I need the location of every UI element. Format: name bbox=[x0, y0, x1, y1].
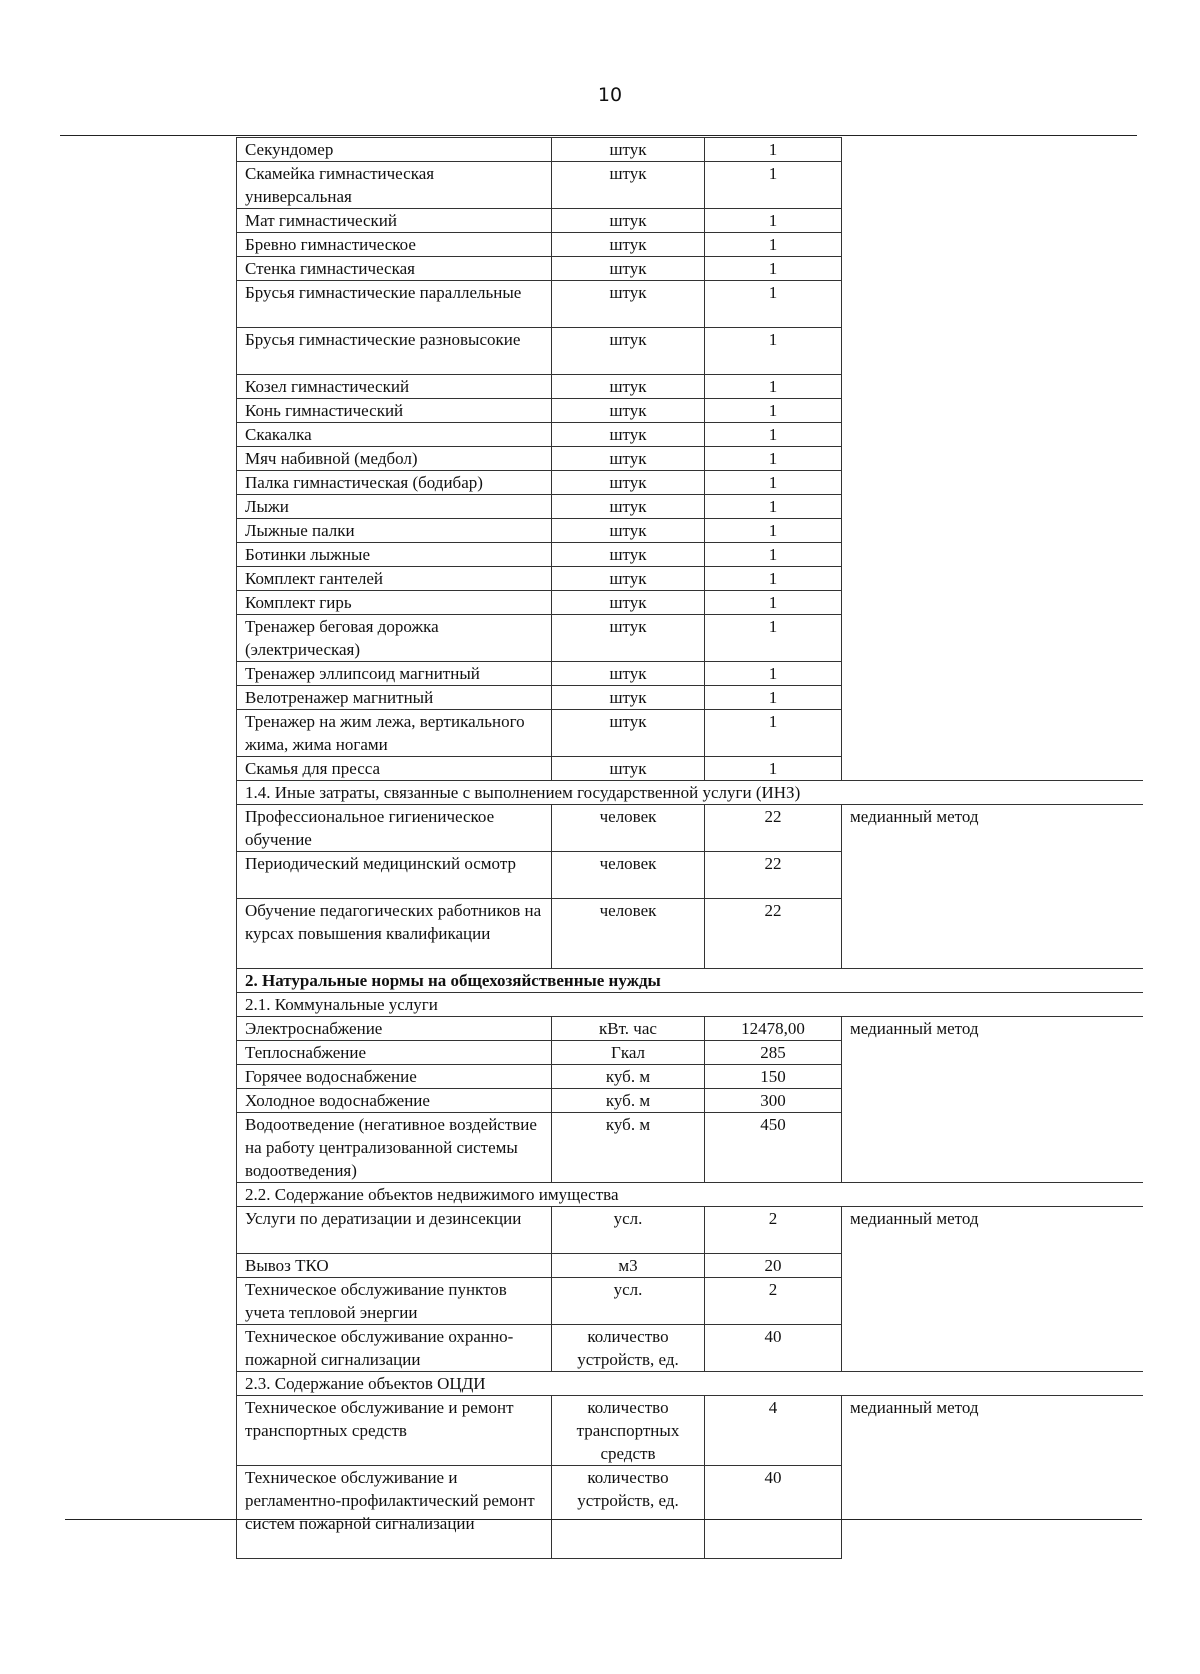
quantity-cell: 22 bbox=[705, 899, 842, 969]
table-row bbox=[237, 1089, 1143, 1113]
item-name-cell: Обучение педагогических работников на курсах повышения квалификации bbox=[237, 899, 552, 969]
item-name-cell: Вывоз ТКО bbox=[237, 1254, 552, 1278]
method-cell bbox=[842, 1466, 1143, 1559]
quantity-cell: 1 bbox=[705, 567, 842, 591]
unit-cell: количество транспортных средств bbox=[552, 1396, 705, 1466]
quantity-cell: 300 bbox=[705, 1089, 842, 1113]
table-row bbox=[237, 328, 1143, 375]
quantity-cell: 1 bbox=[705, 328, 842, 375]
method-cell: медианный метод bbox=[842, 1396, 1143, 1466]
item-name-cell: Мяч набивной (медбол) bbox=[237, 447, 552, 471]
table-row bbox=[237, 471, 1143, 495]
unit-cell: человек bbox=[552, 852, 705, 899]
item-name-cell: Лыжи bbox=[237, 495, 552, 519]
quantity-cell: 1 bbox=[705, 710, 842, 757]
unit-cell: штук bbox=[552, 662, 705, 686]
method-cell bbox=[842, 1065, 1143, 1089]
method-cell bbox=[842, 1278, 1143, 1325]
item-name-cell: Периодический медицинский осмотр bbox=[237, 852, 552, 899]
unit-cell: штук bbox=[552, 615, 705, 662]
unit-cell: человек bbox=[552, 899, 705, 969]
table-row bbox=[237, 399, 1143, 423]
unit-cell: штук bbox=[552, 209, 705, 233]
quantity-cell: 1 bbox=[705, 138, 842, 162]
unit-cell: штук bbox=[552, 257, 705, 281]
unit-cell: штук bbox=[552, 710, 705, 757]
unit-cell: штук bbox=[552, 162, 705, 209]
quantity-cell: 1 bbox=[705, 257, 842, 281]
unit-cell: штук bbox=[552, 447, 705, 471]
item-name-cell: Скакалка bbox=[237, 423, 552, 447]
unit-cell: штук bbox=[552, 495, 705, 519]
item-name-cell: Электроснабжение bbox=[237, 1017, 552, 1041]
quantity-cell: 1 bbox=[705, 399, 842, 423]
unit-cell: штук bbox=[552, 757, 705, 781]
quantity-cell: 1 bbox=[705, 447, 842, 471]
method-cell bbox=[842, 328, 1143, 375]
table-row bbox=[237, 495, 1143, 519]
unit-cell: штук bbox=[552, 567, 705, 591]
table-row bbox=[237, 1207, 1143, 1254]
method-cell bbox=[842, 447, 1143, 471]
item-name-cell: Брусья гимнастические разновысокие bbox=[237, 328, 552, 375]
quantity-cell: 12478,00 bbox=[705, 1017, 842, 1041]
unit-cell: Гкал bbox=[552, 1041, 705, 1065]
section-header-row bbox=[237, 1183, 1143, 1207]
method-cell bbox=[842, 852, 1143, 899]
quantity-cell: 1 bbox=[705, 471, 842, 495]
quantity-cell: 40 bbox=[705, 1466, 842, 1559]
unit-cell: штук bbox=[552, 399, 705, 423]
quantity-cell: 1 bbox=[705, 662, 842, 686]
quantity-cell: 150 bbox=[705, 1065, 842, 1089]
section-title: 2.3. Содержание объектов ОЦДИ bbox=[237, 1372, 1143, 1396]
table-row bbox=[237, 615, 1143, 662]
unit-cell: усл. bbox=[552, 1278, 705, 1325]
method-cell bbox=[842, 233, 1143, 257]
method-cell: медианный метод bbox=[842, 805, 1143, 852]
unit-cell: штук bbox=[552, 519, 705, 543]
table-row bbox=[237, 519, 1143, 543]
method-cell bbox=[842, 1325, 1143, 1372]
method-cell bbox=[842, 710, 1143, 757]
table-row bbox=[237, 162, 1143, 209]
item-name-cell: Теплоснабжение bbox=[237, 1041, 552, 1065]
unit-cell: человек bbox=[552, 805, 705, 852]
quantity-cell: 2 bbox=[705, 1278, 842, 1325]
method-cell bbox=[842, 162, 1143, 209]
item-name-cell: Техническое обслуживание охранно-пожарной сигнализации bbox=[237, 1325, 552, 1372]
section-title: 1.4. Иные затраты, связанные с выполнением государственной услуги (ИНЗ) bbox=[237, 781, 1143, 805]
method-cell bbox=[842, 615, 1143, 662]
quantity-cell: 1 bbox=[705, 591, 842, 615]
quantity-cell: 1 bbox=[705, 423, 842, 447]
table-row bbox=[237, 543, 1143, 567]
method-cell bbox=[842, 757, 1143, 781]
method-cell bbox=[842, 543, 1143, 567]
method-cell: медианный метод bbox=[842, 1017, 1143, 1041]
method-cell bbox=[842, 567, 1143, 591]
method-cell bbox=[842, 399, 1143, 423]
table-row bbox=[237, 1325, 1143, 1372]
item-name-cell: Ботинки лыжные bbox=[237, 543, 552, 567]
table-row bbox=[237, 757, 1143, 781]
quantity-cell: 285 bbox=[705, 1041, 842, 1065]
table-row bbox=[237, 209, 1143, 233]
quantity-cell: 1 bbox=[705, 209, 842, 233]
item-name-cell: Скамья для пресса bbox=[237, 757, 552, 781]
method-cell bbox=[842, 519, 1143, 543]
table-row bbox=[237, 233, 1143, 257]
quantity-cell: 1 bbox=[705, 686, 842, 710]
unit-cell: штук bbox=[552, 375, 705, 399]
item-name-cell: Лыжные палки bbox=[237, 519, 552, 543]
quantity-cell: 1 bbox=[705, 543, 842, 567]
table-row bbox=[237, 1017, 1143, 1041]
item-name-cell: Козел гимнастический bbox=[237, 375, 552, 399]
item-name-cell: Велотренажер магнитный bbox=[237, 686, 552, 710]
quantity-cell: 20 bbox=[705, 1254, 842, 1278]
table-row bbox=[237, 257, 1143, 281]
bottom-rule bbox=[65, 1519, 1142, 1520]
table-row bbox=[237, 686, 1143, 710]
unit-cell: количество устройств, ед. bbox=[552, 1466, 705, 1559]
item-name-cell: Техническое обслуживание и регламентно-профилактический ремонт систем пожарной сигнализации bbox=[237, 1466, 552, 1559]
table-row bbox=[237, 567, 1143, 591]
method-cell bbox=[842, 686, 1143, 710]
item-name-cell: Комплект гирь bbox=[237, 591, 552, 615]
unit-cell: штук bbox=[552, 543, 705, 567]
unit-cell: штук bbox=[552, 138, 705, 162]
unit-cell: кВт. час bbox=[552, 1017, 705, 1041]
table-row bbox=[237, 281, 1143, 328]
section-title: 2.2. Содержание объектов недвижимого имущества bbox=[237, 1183, 1143, 1207]
method-cell bbox=[842, 495, 1143, 519]
unit-cell: куб. м bbox=[552, 1065, 705, 1089]
quantity-cell: 1 bbox=[705, 281, 842, 328]
table-row bbox=[237, 138, 1143, 162]
item-name-cell: Бревно гимнастическое bbox=[237, 233, 552, 257]
quantity-cell: 1 bbox=[705, 495, 842, 519]
unit-cell: штук bbox=[552, 233, 705, 257]
page-number: 10 bbox=[597, 84, 623, 106]
section-header-row bbox=[237, 1372, 1143, 1396]
quantity-cell: 1 bbox=[705, 757, 842, 781]
item-name-cell: Техническое обслуживание и ремонт транспортных средств bbox=[237, 1396, 552, 1466]
table-row bbox=[237, 375, 1143, 399]
section-header-row bbox=[237, 993, 1143, 1017]
quantity-cell: 4 bbox=[705, 1396, 842, 1466]
section-title: 2. Натуральные нормы на общехозяйственные нужды bbox=[237, 969, 1143, 993]
unit-cell: штук bbox=[552, 328, 705, 375]
top-rule bbox=[60, 135, 1137, 136]
table-row bbox=[237, 1466, 1143, 1559]
table-row bbox=[237, 423, 1143, 447]
item-name-cell: Горячее водоснабжение bbox=[237, 1065, 552, 1089]
table-row bbox=[237, 852, 1143, 899]
item-name-cell: Секундомер bbox=[237, 138, 552, 162]
table-row bbox=[237, 805, 1143, 852]
table-row bbox=[237, 1396, 1143, 1466]
method-cell bbox=[842, 138, 1143, 162]
quantity-cell: 1 bbox=[705, 615, 842, 662]
item-name-cell: Стенка гимнастическая bbox=[237, 257, 552, 281]
method-cell: медианный метод bbox=[842, 1207, 1143, 1254]
item-name-cell: Палка гимнастическая (бодибар) bbox=[237, 471, 552, 495]
quantity-cell: 1 bbox=[705, 233, 842, 257]
item-name-cell: Тренажер на жим лежа, вертикального жима, жима ногами bbox=[237, 710, 552, 757]
table-row bbox=[237, 899, 1143, 969]
item-name-cell: Профессиональное гигиеническое обучение bbox=[237, 805, 552, 852]
item-name-cell: Мат гимнастический bbox=[237, 209, 552, 233]
method-cell bbox=[842, 281, 1143, 328]
table-row bbox=[237, 1278, 1143, 1325]
item-name-cell: Комплект гантелей bbox=[237, 567, 552, 591]
item-name-cell: Тренажер эллипсоид магнитный bbox=[237, 662, 552, 686]
table-row bbox=[237, 591, 1143, 615]
quantity-cell: 22 bbox=[705, 852, 842, 899]
table-row bbox=[237, 1254, 1143, 1278]
method-cell bbox=[842, 662, 1143, 686]
table-row bbox=[237, 1113, 1143, 1183]
quantity-cell: 2 bbox=[705, 1207, 842, 1254]
item-name-cell: Конь гимнастический bbox=[237, 399, 552, 423]
method-cell bbox=[842, 1113, 1143, 1183]
unit-cell: штук bbox=[552, 591, 705, 615]
unit-cell: количество устройств, ед. bbox=[552, 1325, 705, 1372]
item-name-cell: Техническое обслуживание пунктов учета тепловой энергии bbox=[237, 1278, 552, 1325]
method-cell bbox=[842, 899, 1143, 969]
item-name-cell: Скамейка гимнастическая универсальная bbox=[237, 162, 552, 209]
item-name-cell: Брусья гимнастические параллельные bbox=[237, 281, 552, 328]
unit-cell: штук bbox=[552, 471, 705, 495]
unit-cell: усл. bbox=[552, 1207, 705, 1254]
item-name-cell: Услуги по дератизации и дезинсекции bbox=[237, 1207, 552, 1254]
unit-cell: штук bbox=[552, 281, 705, 328]
unit-cell: м3 bbox=[552, 1254, 705, 1278]
unit-cell: штук bbox=[552, 423, 705, 447]
method-cell bbox=[842, 591, 1143, 615]
item-name-cell: Тренажер беговая дорожка (электрическая) bbox=[237, 615, 552, 662]
method-cell bbox=[842, 423, 1143, 447]
method-cell bbox=[842, 209, 1143, 233]
method-cell bbox=[842, 471, 1143, 495]
method-cell bbox=[842, 375, 1143, 399]
quantity-cell: 450 bbox=[705, 1113, 842, 1183]
method-cell bbox=[842, 1089, 1143, 1113]
quantity-cell: 1 bbox=[705, 519, 842, 543]
table-row bbox=[237, 710, 1143, 757]
section-title: 2.1. Коммунальные услуги bbox=[237, 993, 1143, 1017]
method-cell bbox=[842, 1041, 1143, 1065]
table-row bbox=[237, 662, 1143, 686]
item-name-cell: Холодное водоснабжение bbox=[237, 1089, 552, 1113]
table-row bbox=[237, 447, 1143, 471]
quantity-cell: 1 bbox=[705, 162, 842, 209]
table-row bbox=[237, 1041, 1143, 1065]
unit-cell: куб. м bbox=[552, 1089, 705, 1113]
table-row bbox=[237, 1065, 1143, 1089]
quantity-cell: 1 bbox=[705, 375, 842, 399]
unit-cell: куб. м bbox=[552, 1113, 705, 1183]
quantity-cell: 40 bbox=[705, 1325, 842, 1372]
item-name-cell: Водоотведение (негативное воздействие на работу централизованной системы водоотведения) bbox=[237, 1113, 552, 1183]
section-header-row bbox=[237, 781, 1143, 805]
method-cell bbox=[842, 1254, 1143, 1278]
quantity-cell: 22 bbox=[705, 805, 842, 852]
norms-table bbox=[236, 137, 1143, 1559]
method-cell bbox=[842, 257, 1143, 281]
unit-cell: штук bbox=[552, 686, 705, 710]
section-header-row bbox=[237, 969, 1143, 993]
